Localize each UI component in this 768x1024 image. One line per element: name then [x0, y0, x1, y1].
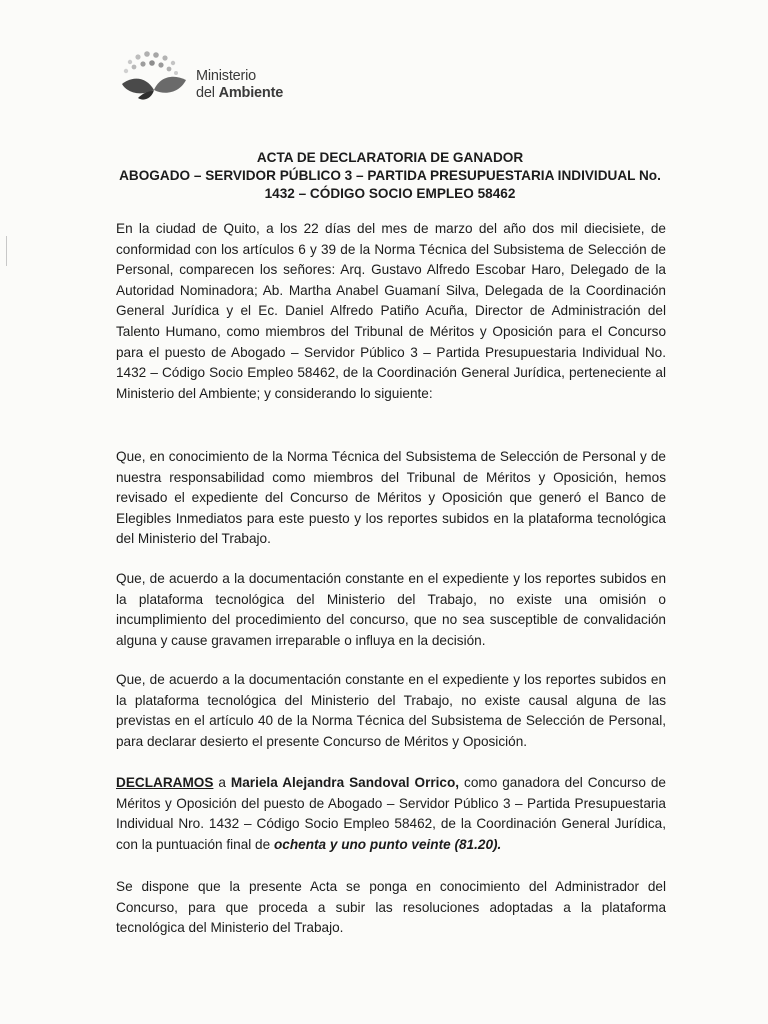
title-line-1: ACTA DE DECLARATORIA DE GANADOR — [256, 150, 524, 165]
document-title — [90, 149, 690, 203]
ministerio-del-ambiente-logo — [116, 46, 316, 110]
scan-margin-mark — [6, 236, 7, 266]
winner-name: Mariela Alejandra Sandoval Orrico, — [230, 775, 460, 790]
paragraph-declaratoria — [116, 773, 666, 855]
logo-ambiente: Ambiente — [218, 85, 284, 101]
title-line-3: 1432 – CÓDIGO SOCIO EMPLEO 58462 — [264, 186, 516, 201]
declaratoria-text: como ganadora del Concurso de Méritos y Oposición del puesto de Abogado – Servidor Público 3 – Partida Presupuestaria Individual Nro. 1432 – Código Socio Empleo 58462, de la Coordinación General Jurídica, con la puntuación final de — [116, 775, 666, 852]
paragraph-comparecencia: En la ciudad de Quito, a los 22 días del mes de marzo del año dos mil diecisiete, de conformidad con los artículos 6 y 39 de la Norma Técnica del Subsistema de Selección de Personal, comparecen los señores: Arq. Gustavo Alfredo Escobar Haro, Delegado de la Autoridad Nominadora; Ab. Martha Anabel Guamaní Silva, Delegada de la Coordinación General Jurídica y el Ec. Daniel Alfredo Patiño Acuña, Director de Administración del Talento Humano, como miembros del Tribunal de Méritos y Oposición para el Concurso para el puesto de Abogado – Servidor Público 3 – Partida Presupuestaria Individual No. 1432 – Código Socio Empleo 58462, de la Coordinación General Jurídica, perteneciente al Ministerio del Ambiente; y considerando lo siguiente: — [116, 221, 666, 401]
logo-line-ministerio: Ministerio — [196, 68, 257, 84]
leaf-logo-icon — [116, 46, 196, 110]
title-line-2: ABOGADO – SERVIDOR PÚBLICO 3 – PARTIDA PRESUPUESTARIA INDIVIDUAL No. — [119, 168, 661, 183]
final-score: ochenta y uno punto veinte (81.20). — [273, 836, 502, 852]
logo-text — [196, 68, 283, 102]
paragraph-no-causal: Que, de acuerdo a la documentación constante en el expediente y los reportes subidos en la plataforma tecnológica del Ministerio del Trabajo, no existe causal alguna de las previstas en el artículo 40 de la Norma Técnica del Subsistema de Selección de Personal, para declarar desierto el presente Concurso de Méritos y Oposición. — [116, 672, 666, 749]
logo-del: del — [196, 85, 219, 101]
declaramos-a: a — [213, 775, 231, 790]
paragraph-disposicion: Se dispone que la presente Acta se ponga en conocimiento del Administrador del Concurso, para que proceda a subir las resoluciones adoptadas a la plataforma tecnológica del Ministerio del Trabajo. — [116, 879, 666, 936]
logo-line-ambiente — [196, 85, 283, 102]
paragraph-no-omision: Que, de acuerdo a la documentación constante en el expediente y los reportes subidos en la plataforma tecnológica del Ministerio del Trabajo, no existe una omisión o incumplimiento del procedimiento del concurso, que no sea susceptible de convalidación alguna y cause gravamen irreparable o influya en la decisión. — [116, 571, 666, 648]
paragraph-revision-expediente: Que, en conocimiento de la Norma Técnica del Subsistema de Selección de Personal y de nuestra responsabilidad como miembros del Tribunal de Méritos y Oposición, hemos revisado el expediente del Concurso de Méritos y Oposición que generó el Banco de Elegibles Inmediatos para este puesto y los reportes subidos en la plataforma tecnológica del Ministerio del Trabajo. — [116, 449, 666, 547]
declaramos-heading: DECLARAMOS — [116, 775, 214, 790]
